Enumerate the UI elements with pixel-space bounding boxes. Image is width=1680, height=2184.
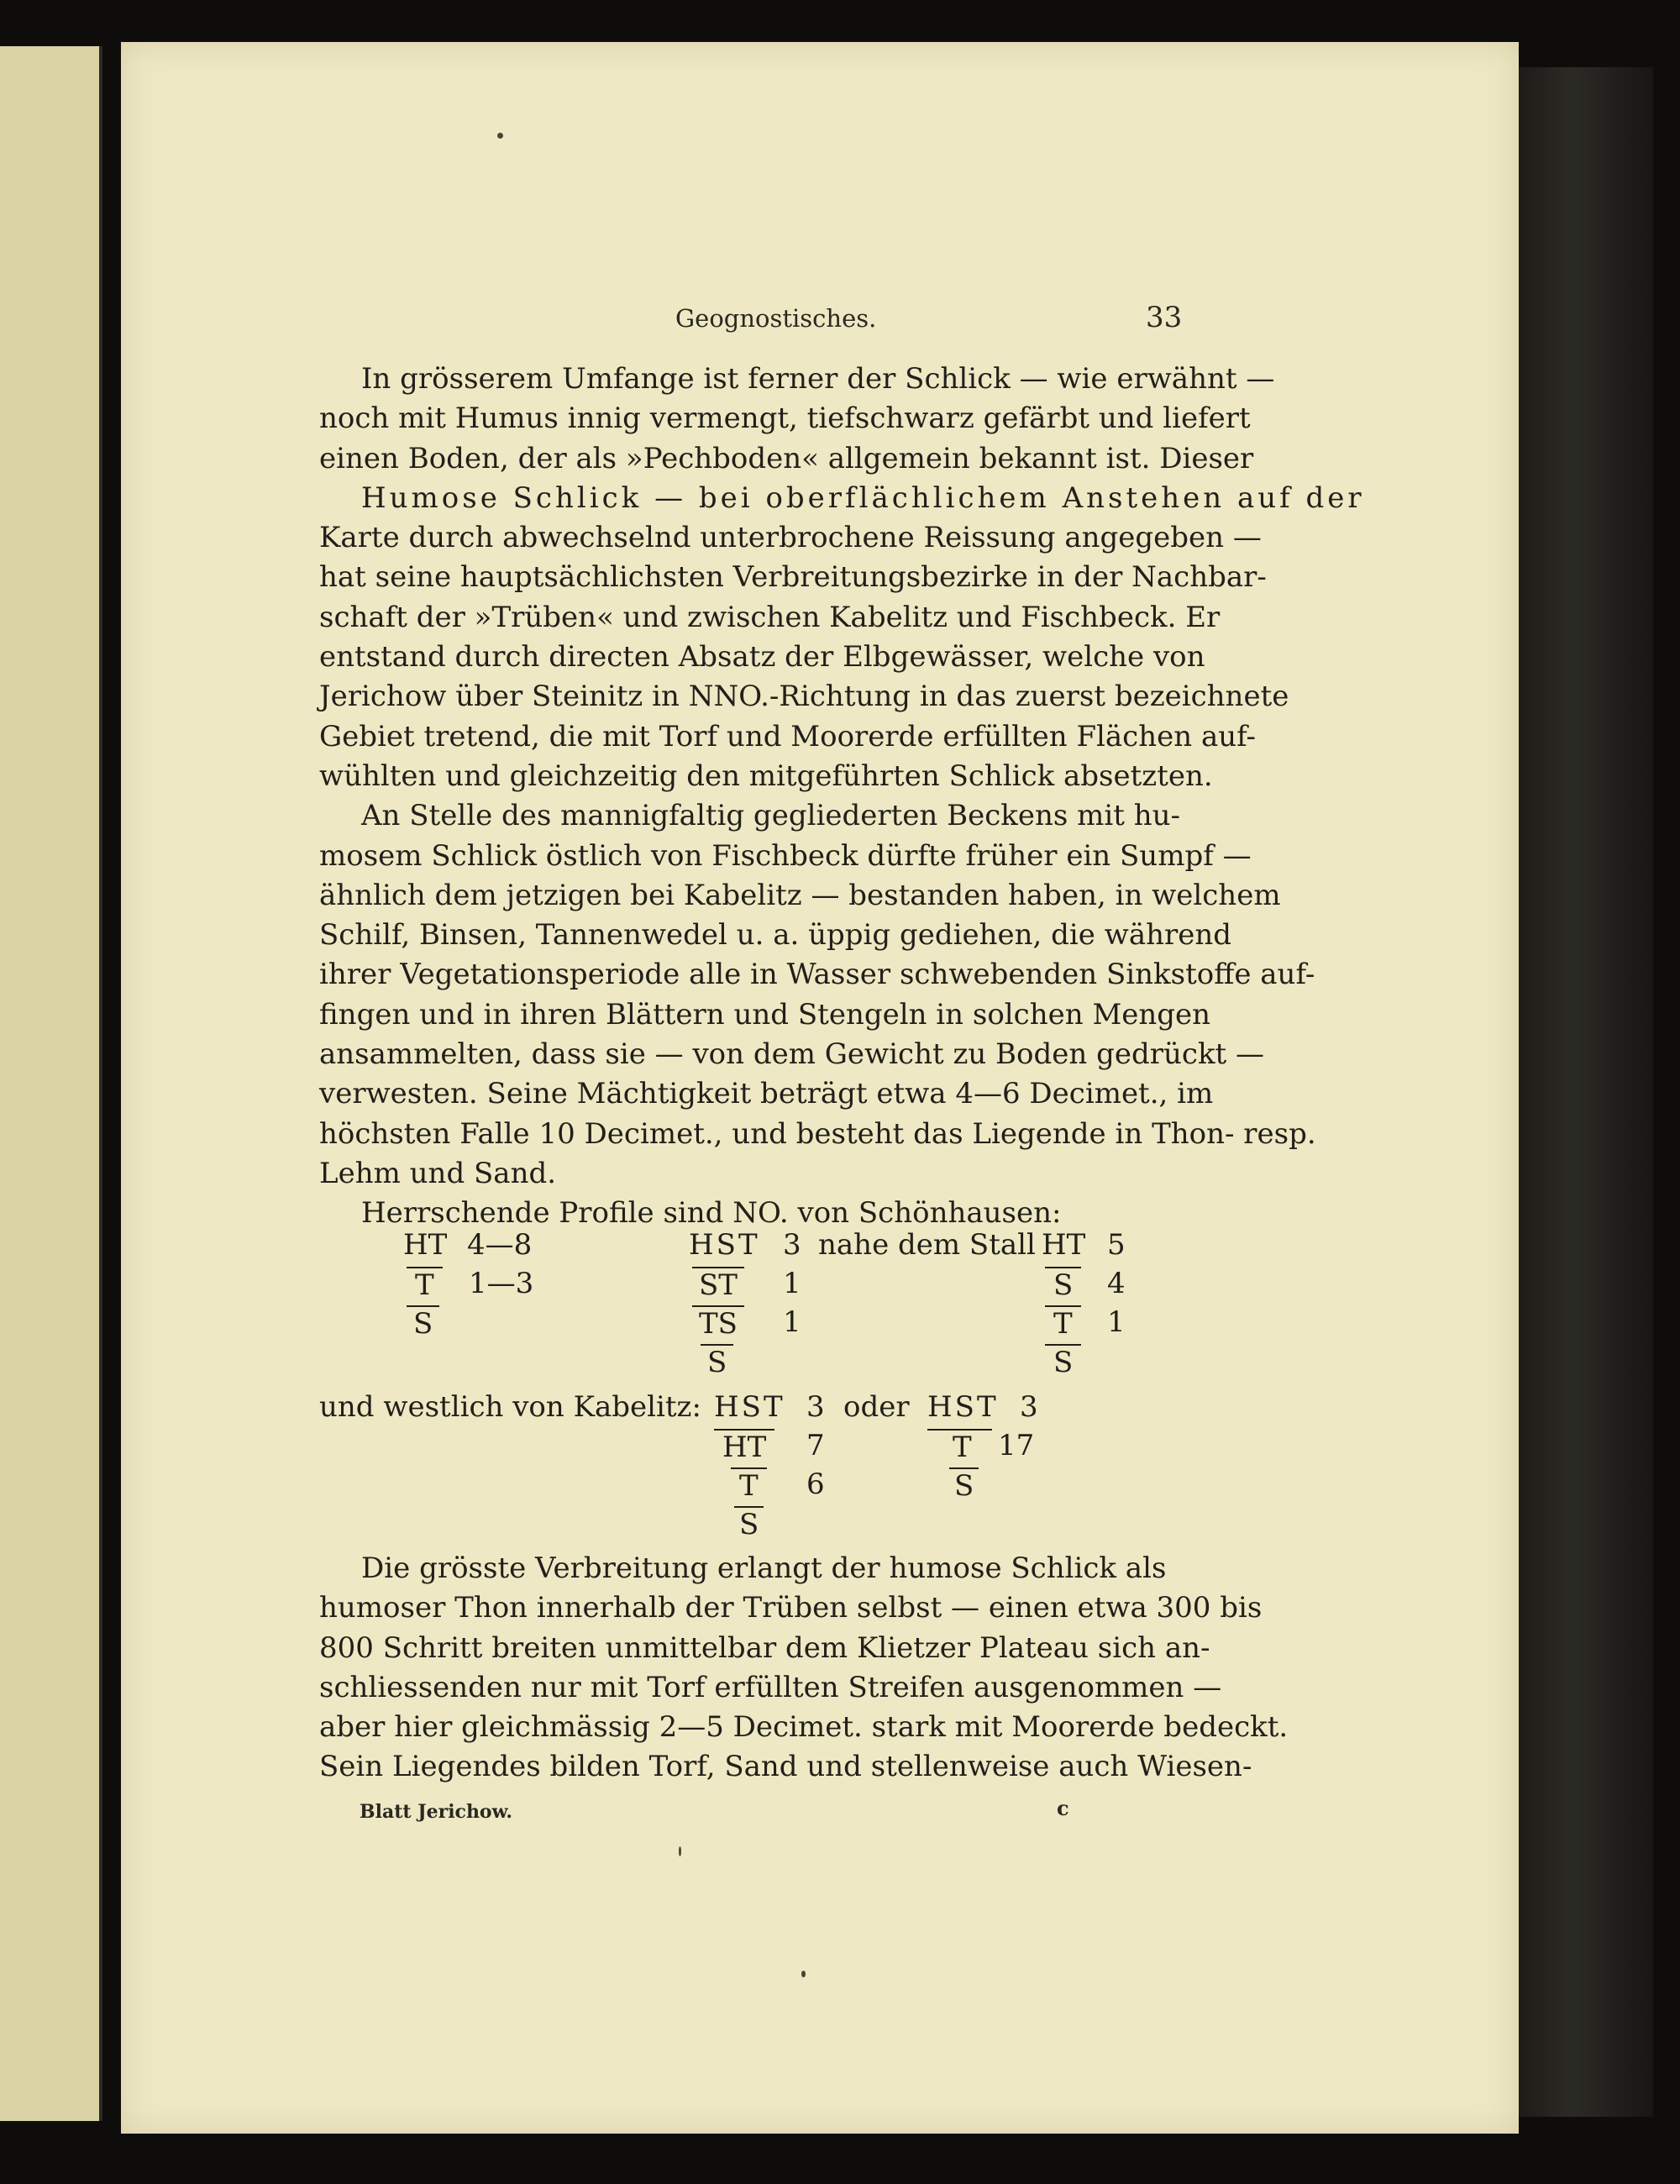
facing-page-edge xyxy=(0,46,102,2121)
text-line: Sein Liegendes bilden Torf, Sand und stellenweise auch Wiesen- xyxy=(319,1750,1252,1784)
text-line: schaft der »Trüben« und zwischen Kabelitz und Fischbeck. Er xyxy=(319,600,1221,634)
text-line: wühlten und gleichzeitig den mitgeführten Schlick absetzten. xyxy=(319,759,1213,793)
profile-layer-value: 5 xyxy=(1107,1228,1126,1262)
text-line: hat seine hauptsächlichsten Verbreitungsbezirke in der Nachbar- xyxy=(319,560,1267,595)
profile-layer-label: S xyxy=(1045,1267,1081,1302)
page-number: 33 xyxy=(1146,301,1183,334)
profile-layer-value: 1 xyxy=(783,1267,801,1300)
profile-layer-label: HT xyxy=(714,1429,774,1464)
profile-note: nahe dem Stall xyxy=(818,1228,1036,1262)
signature-mark: c xyxy=(1057,1796,1069,1820)
text-line: ansammelten, dass sie — von dem Gewicht zu Boden gedrückt — xyxy=(319,1037,1265,1072)
profile-layer-label: HST xyxy=(927,1390,999,1424)
profile-layer-value: 4 xyxy=(1107,1267,1126,1300)
text-line: höchsten Falle 10 Decimet., und besteht das Liegende in Thon- resp. xyxy=(319,1116,1316,1151)
profile-layer-label: ST xyxy=(692,1267,744,1302)
text-line: humoser Thon innerhalb der Trüben selbst — einen etwa 300 bis xyxy=(319,1591,1263,1625)
text-line: entstand durch directen Absatz der Elbgewässer, welche von xyxy=(319,640,1205,675)
text-line: noch mit Humus innig vermengt, tiefschwarz gefärbt und liefert xyxy=(319,402,1251,436)
text-line: Herrschende Profile sind NO. von Schönhausen: xyxy=(361,1196,1062,1231)
text-line: Jerichow über Steinitz in NNO.-Richtung in das zuerst bezeichnete xyxy=(319,680,1289,714)
profile-layer-value: 7 xyxy=(806,1429,825,1462)
book-cover-edge xyxy=(1519,67,1653,2117)
profile-layer-value: 3 xyxy=(1020,1390,1038,1424)
profile-layer-value: 17 xyxy=(998,1429,1035,1462)
profile-layer-value: 3 xyxy=(783,1228,801,1262)
text-line: Gebiet tretend, die mit Torf und Moorerde erfüllten Flächen auf- xyxy=(319,719,1256,753)
profile-layer-label: HST xyxy=(689,1228,760,1262)
profile-intro-west: und westlich von Kabelitz: xyxy=(319,1390,701,1424)
text-line: Karte durch abwechselnd unterbrochene Reissung angegeben — xyxy=(319,521,1262,555)
text-line: In grösserem Umfange ist ferner der Schlick — wie erwähnt — xyxy=(361,362,1275,396)
profile-layer-label: S xyxy=(949,1467,979,1503)
profile-layer-label: S xyxy=(701,1344,733,1379)
text-line: ihrer Vegetationsperiode alle in Wasser schwebenden Sinkstoffe auf- xyxy=(319,958,1315,992)
text-line: Die grösste Verbreitung erlangt der humose Schlick als xyxy=(361,1551,1167,1585)
text-line: schliessenden nur mit Torf erfüllten Streifen ausgenommen — xyxy=(319,1670,1222,1704)
text-line: aber hier gleichmässig 2—5 Decimet. stark mit Moorerde bedeckt. xyxy=(319,1710,1289,1745)
profile-layer-label: T xyxy=(1045,1305,1081,1341)
profile-layer-label: S xyxy=(407,1305,439,1341)
text-line: Lehm und Sand. xyxy=(319,1156,557,1190)
profile-layer-label: HT xyxy=(403,1228,448,1262)
profile-layer-value: 1 xyxy=(783,1305,801,1339)
profile-layer-label: T xyxy=(731,1467,767,1503)
text-line: ähnlich dem jetzigen bei Kabelitz — bestanden haben, in welchem xyxy=(319,878,1281,912)
profile-layer-value: 3 xyxy=(806,1390,825,1424)
profile-layer-label: HT xyxy=(1042,1228,1086,1262)
profile-layer-label: S xyxy=(734,1506,764,1541)
running-head-title: Geognostisches. xyxy=(675,304,877,333)
text-line: Humose Schlick — bei oberflächlichem Anstehen auf der xyxy=(361,480,1365,515)
profile-layer-value: 1 xyxy=(1107,1305,1126,1339)
book-page xyxy=(121,42,1519,2134)
profile-layer-value: 6 xyxy=(806,1467,825,1501)
or-label: oder xyxy=(843,1390,910,1424)
text-line: 800 Schritt breiten unmittelbar dem Klietzer Plateau sich an- xyxy=(319,1630,1210,1665)
profile-layer-value: 4—8 xyxy=(467,1228,533,1262)
profile-layer-label: HST xyxy=(714,1390,785,1424)
profile-layer-value: 1—3 xyxy=(469,1267,534,1300)
body-text-continued xyxy=(319,1549,1289,1788)
profile-layer-label: S xyxy=(1045,1344,1081,1379)
sheet-name: Blatt Jerichow. xyxy=(360,1801,512,1823)
text-line: verwesten. Seine Mächtigkeit beträgt etwa 4—6 Decimet., im xyxy=(319,1077,1214,1111)
text-line: einen Boden, der als »Pechboden« allgemein bekannt ist. Dieser xyxy=(319,441,1254,475)
page-footer xyxy=(121,1796,1519,1835)
text-line: mosem Schlick östlich von Fischbeck dürfte früher ein Sumpf — xyxy=(319,838,1252,873)
profile-layer-label: TS xyxy=(692,1305,744,1341)
profile-layer-label: T xyxy=(407,1267,443,1302)
text-line: Schilf, Binsen, Tannenwedel u. a. üppig gediehen, die während xyxy=(319,918,1232,953)
text-line: An Stelle des mannigfaltig gegliederten Beckens mit hu- xyxy=(361,799,1180,833)
text-line: fingen und in ihren Blättern und Stengeln in solchen Mengen xyxy=(319,997,1211,1032)
profile-layer-label: T xyxy=(927,1429,992,1464)
